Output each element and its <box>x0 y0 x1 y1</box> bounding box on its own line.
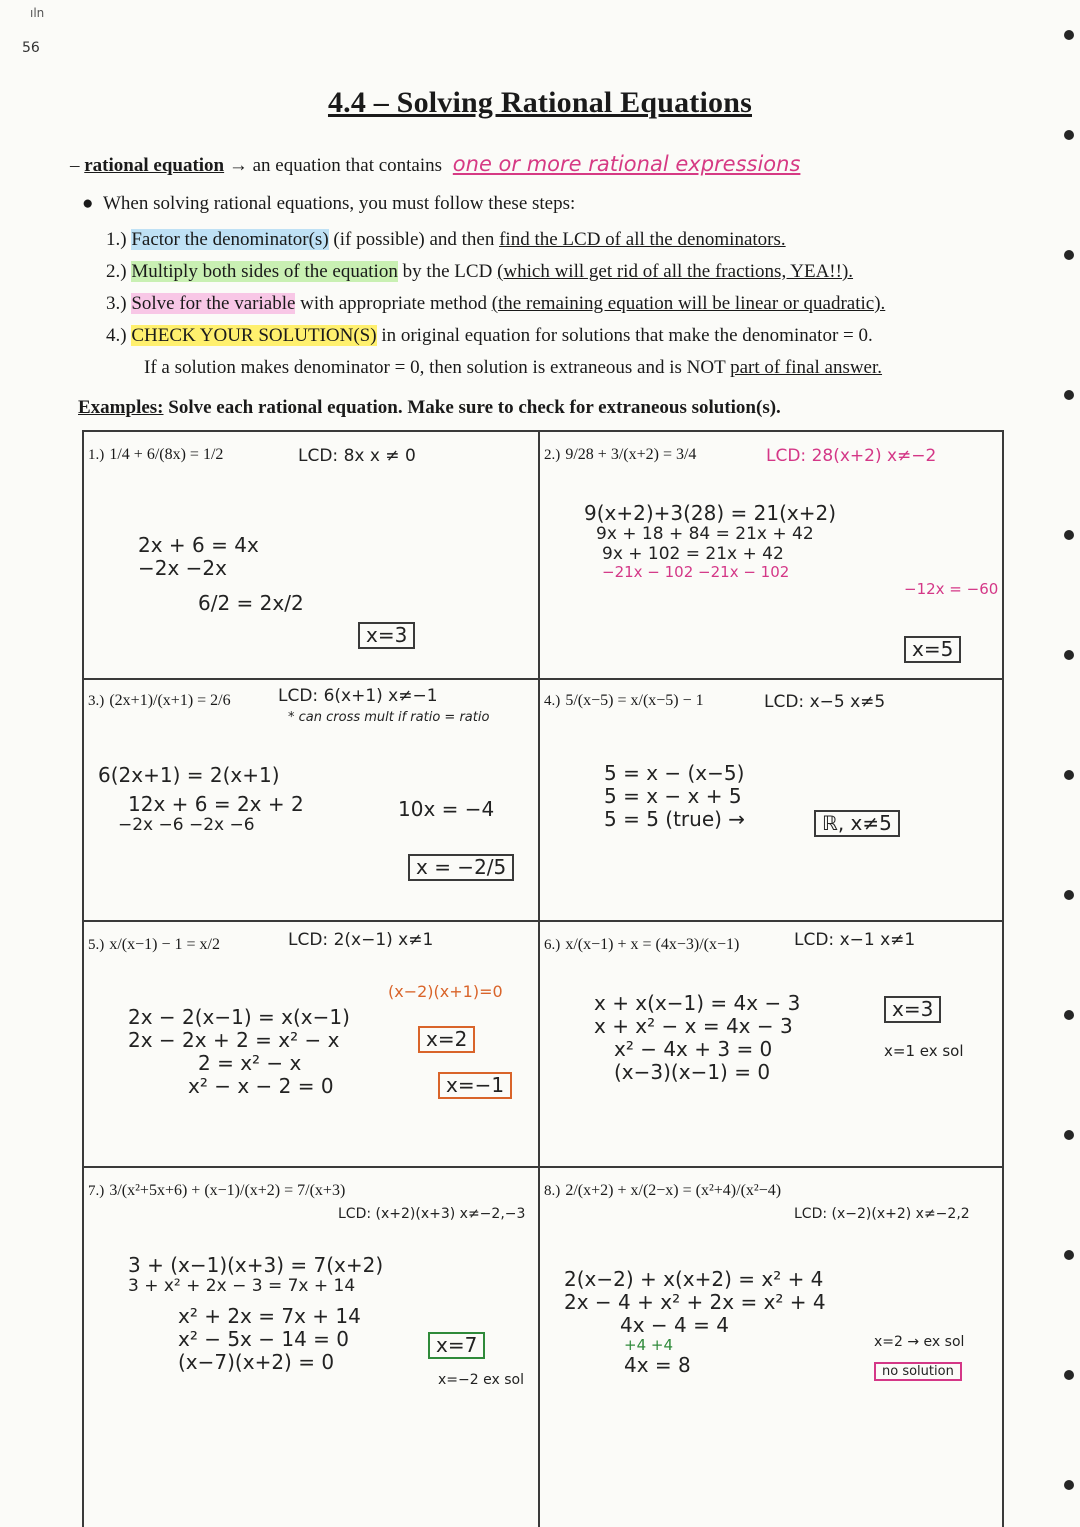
grid-line <box>82 430 84 1527</box>
step-4-continued: If a solution makes denominator = 0, then solution is extraneous and is NOT part of final answer. <box>144 357 883 378</box>
lcd-note: LCD: 2(x−1) x≠1 <box>288 930 434 950</box>
binding-hole <box>1064 1130 1074 1140</box>
corner-scribble: ıln <box>30 6 45 20</box>
grid-line <box>82 920 1004 922</box>
problem-5: 5.) x/(x−1) − 1 = x/2 LCD: 2(x−1) x≠1 2x − 2(x−1) = x(x−1) 2x − 2x + 2 = x² − x 2 = x² − x x² − x − 2 = 0 (x−2)(x+1)=0 x=2 x=−1 <box>88 930 533 1162</box>
spiral-binding <box>1052 10 1074 1510</box>
binding-hole <box>1064 1010 1074 1020</box>
definition-handwritten: one or more rational expressions <box>452 152 801 176</box>
lcd-note: LCD: (x−2)(x+2) x≠−2,2 <box>794 1206 970 1222</box>
page-title: 4.4 – Solving Rational Equations <box>327 86 752 119</box>
cross-mult-note: * can cross mult if ratio = ratio <box>288 710 490 725</box>
answer-box: x=3 <box>884 996 941 1023</box>
lcd-note: LCD: 6(x+1) x≠−1 <box>278 686 438 706</box>
lcd-note: LCD: x−5 x≠5 <box>764 692 886 712</box>
definition-term: rational equation <box>84 155 225 176</box>
problem-7: 7.) 3/(x²+5x+6) + (x−1)/(x+2) = 7/(x+3) LCD: (x+2)(x+3) x≠−2,−3 3 + (x−1)(x+3) = 7(x+2) 3 + x² + 2x − 3 = 7x + 14 x² + 2x = 7x + 14 x² − 5x − 14 = 0 (x−7)(x+2) = 0 x=7 x=−2 ex sol <box>88 1176 533 1521</box>
answer-box: x=−1 <box>438 1072 512 1099</box>
grid-line <box>1002 430 1004 1527</box>
examples-grid <box>82 430 1004 1527</box>
problem-6: 6.) x/(x−1) + x = (4x−3)/(x−1) LCD: x−1 x≠1 x + x(x−1) = 4x − 3 x + x² − x = 4x − 3 x² − 4x + 3 = 0 (x−3)(x−1) = 0 x=3 x=1 ex sol <box>544 930 964 1084</box>
definition-text: an equation that contains <box>252 155 443 176</box>
answer-box: x=2 <box>418 1026 475 1053</box>
binding-hole <box>1064 250 1074 260</box>
step-3: 3.) Solve for the variable with appropriate method (the remaining equation will be linear or quadratic). <box>106 293 886 314</box>
arrow: → <box>228 155 248 176</box>
lcd-note: LCD: (x+2)(x+3) x≠−2,−3 <box>338 1206 526 1222</box>
intro-text: When solving rational equations, you must follow these steps: <box>102 193 576 214</box>
binding-hole <box>1064 770 1074 780</box>
binding-hole <box>1064 1480 1074 1490</box>
problem-1: 1.) 1/4 + 6/(8x) = 1/2 LCD: 8x x ≠ 0 2x + 6 = 4x −2x −2x 6/2 = 2x/2 x=3 <box>88 446 416 647</box>
lcd-note: LCD: 28(x+2) x≠−2 <box>766 446 937 466</box>
problem-3: 3.) (2x+1)/(x+1) = 2/6 LCD: 6(x+1) x≠−1 * can cross mult if ratio = ratio 6(2x+1) = 2(x+1) 12x + 6 = 2x + 2 −2x −6 −2x −6 10x = −4 x = −2/5 <box>88 686 533 916</box>
binding-hole <box>1064 1370 1074 1380</box>
definition: – rational equation → an equation that contains one or more rational expressions <box>70 152 801 176</box>
binding-hole <box>1064 390 1074 400</box>
problem-2: 2.) 9/28 + 3/(x+2) = 3/4 LCD: 28(x+2) x≠−2 9(x+2)+3(28) = 21(x+2) 9x + 18 + 84 = 21x + 42 9x + 102 = 21x + 42 −21x − 102 −21x − 102 −12x = −60 x=5 <box>544 446 999 661</box>
answer-box: ℝ, x≠5 <box>814 810 900 837</box>
binding-hole <box>1064 890 1074 900</box>
steps-list <box>106 226 1036 386</box>
answer-box: x=7 <box>428 1332 485 1359</box>
grid-line <box>82 1166 1004 1168</box>
answer-box: x=5 <box>904 636 961 663</box>
step-1: 1.) Factor the denominator(s) (if possible) and then find the LCD of all the denominators. <box>106 229 786 250</box>
grid-line <box>82 678 1004 680</box>
lcd-note: LCD: 8x x ≠ 0 <box>298 446 416 466</box>
step-4: 4.) CHECK YOUR SOLUTION(S) in original equation for solutions that make the denominator = 0. <box>106 325 873 346</box>
binding-hole <box>1064 650 1074 660</box>
examples-header: Examples: Solve each rational equation. Make sure to check for extraneous solution(s). <box>78 397 781 418</box>
page-number: 56 <box>22 40 40 56</box>
binding-hole <box>1064 1250 1074 1260</box>
lcd-note: LCD: x−1 x≠1 <box>794 930 916 950</box>
step-2: 2.) Multiply both sides of the equation by the LCD (which will get rid of all the fractions, YEA!!). <box>106 261 854 282</box>
answer-box: x = −2/5 <box>408 854 514 881</box>
problem-8: 8.) 2/(x+2) + x/(2−x) = (x²+4)/(x²−4) LCD: (x−2)(x+2) x≠−2,2 2(x−2) + x(x+2) = x² + 4 2x − 4 + x² + 2x = x² + 4 4x − 4 = 4 +4 +4 4x = 8 x=2 → ex sol no solution <box>544 1176 999 1521</box>
grid-line <box>82 430 1004 432</box>
binding-hole <box>1064 530 1074 540</box>
answer-box: no solution <box>874 1362 962 1381</box>
answer-box: x=3 <box>358 622 415 649</box>
binding-hole <box>1064 30 1074 40</box>
intro-bullet: ● When solving rational equations, you must follow these steps: <box>82 193 576 214</box>
problem-4: 4.) 5/(x−5) = x/(x−5) − 1 LCD: x−5 x≠5 5 = x − (x−5) 5 = x − x + 5 5 = 5 (true) → ℝ, x≠5 <box>544 686 999 916</box>
binding-hole <box>1064 130 1074 140</box>
grid-line <box>538 430 540 1527</box>
